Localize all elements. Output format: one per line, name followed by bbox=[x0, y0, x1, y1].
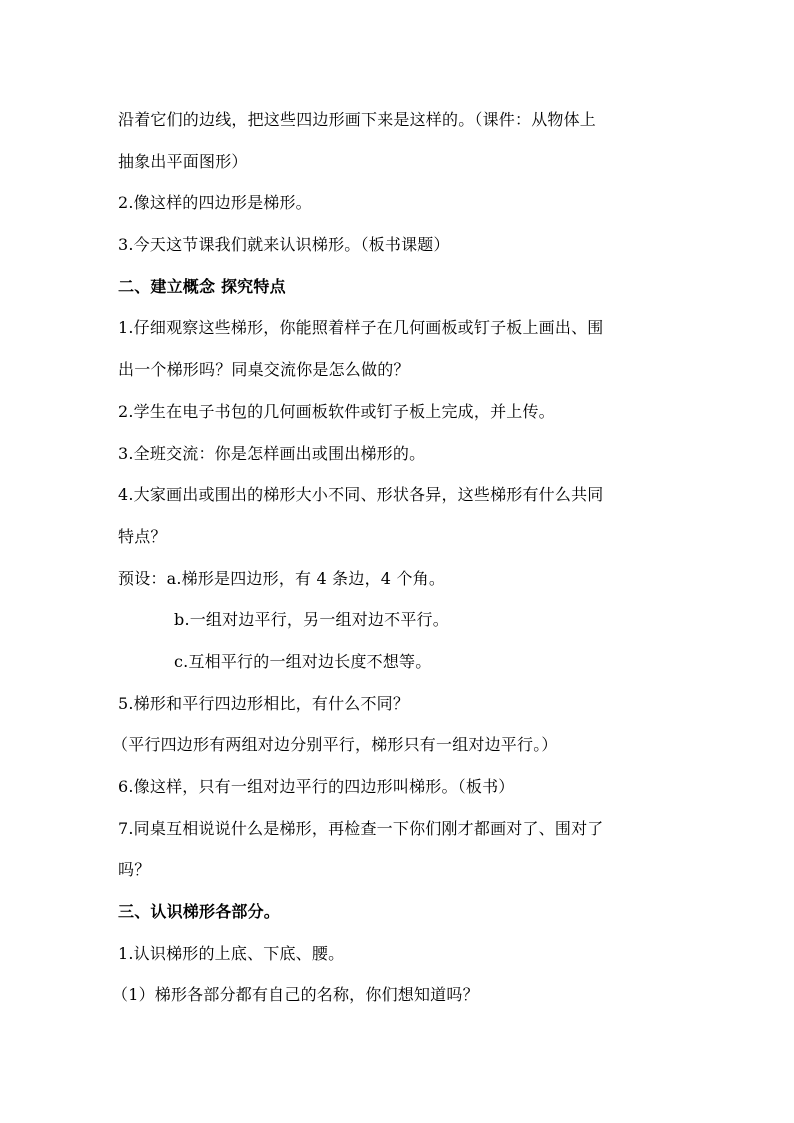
list-item: 2.像这样的四边形是梯形。 bbox=[118, 193, 312, 213]
paragraph-line: （平行四边形有两组对边分别平行，梯形只有一组对边平行。） bbox=[112, 735, 558, 755]
list-item: 6.像这样，只有一组对边平行的四边形叫梯形。（板书） bbox=[118, 777, 515, 796]
list-item: 1.认识梯形的上底、下底、腰。 bbox=[118, 943, 345, 963]
preset-item: b.一组对边平行，另一组对边不平行。 bbox=[174, 610, 449, 630]
paragraph-line: 吗？ bbox=[118, 860, 151, 880]
section-heading: 二、建立概念 探究特点 bbox=[118, 276, 286, 296]
paragraph-line: 沿着它们的边线，把这些四边形画下来是这样的。（课件：从物体上 bbox=[118, 110, 597, 129]
section-heading: 三、认识梯形各部分。 bbox=[118, 902, 281, 922]
preset-item: c.互相平行的一组对边长度不想等。 bbox=[174, 651, 432, 671]
list-item: 7.同桌互相说说什么是梯形，再检查一下你们刚才都画对了、围对了 bbox=[118, 818, 604, 838]
paragraph-line: 特点？ bbox=[118, 526, 167, 546]
preset-item: 预设：a.梯形是四边形，有 4 条边，4 个角。 bbox=[118, 568, 446, 588]
list-item: 1.仔细观察这些梯形，你能照着样子在几何画板或钉子板上画出、围 bbox=[118, 318, 604, 338]
list-item: 2.学生在电子书包的几何画板软件或钉子板上完成，并上传。 bbox=[118, 401, 555, 421]
list-item: 3.今天这节课我们就来认识梯形。（板书课题） bbox=[118, 235, 450, 255]
list-item: （1）梯形各部分都有自己的名称，你们想知道吗？ bbox=[112, 985, 479, 1005]
document-body bbox=[112, 99, 678, 1016]
paragraph-line: 抽象出平面图形） bbox=[118, 151, 248, 171]
list-item: 4.大家画出或围出的梯形大小不同、形状各异，这些梯形有什么共同 bbox=[118, 485, 604, 505]
paragraph-line: 出一个梯形吗？同桌交流你是怎么做的？ bbox=[118, 360, 410, 380]
list-item: 3.全班交流：你是怎样画出或围出梯形的。 bbox=[118, 443, 426, 463]
list-item: 5.梯形和平行四边形相比，有什么不同？ bbox=[118, 693, 410, 713]
